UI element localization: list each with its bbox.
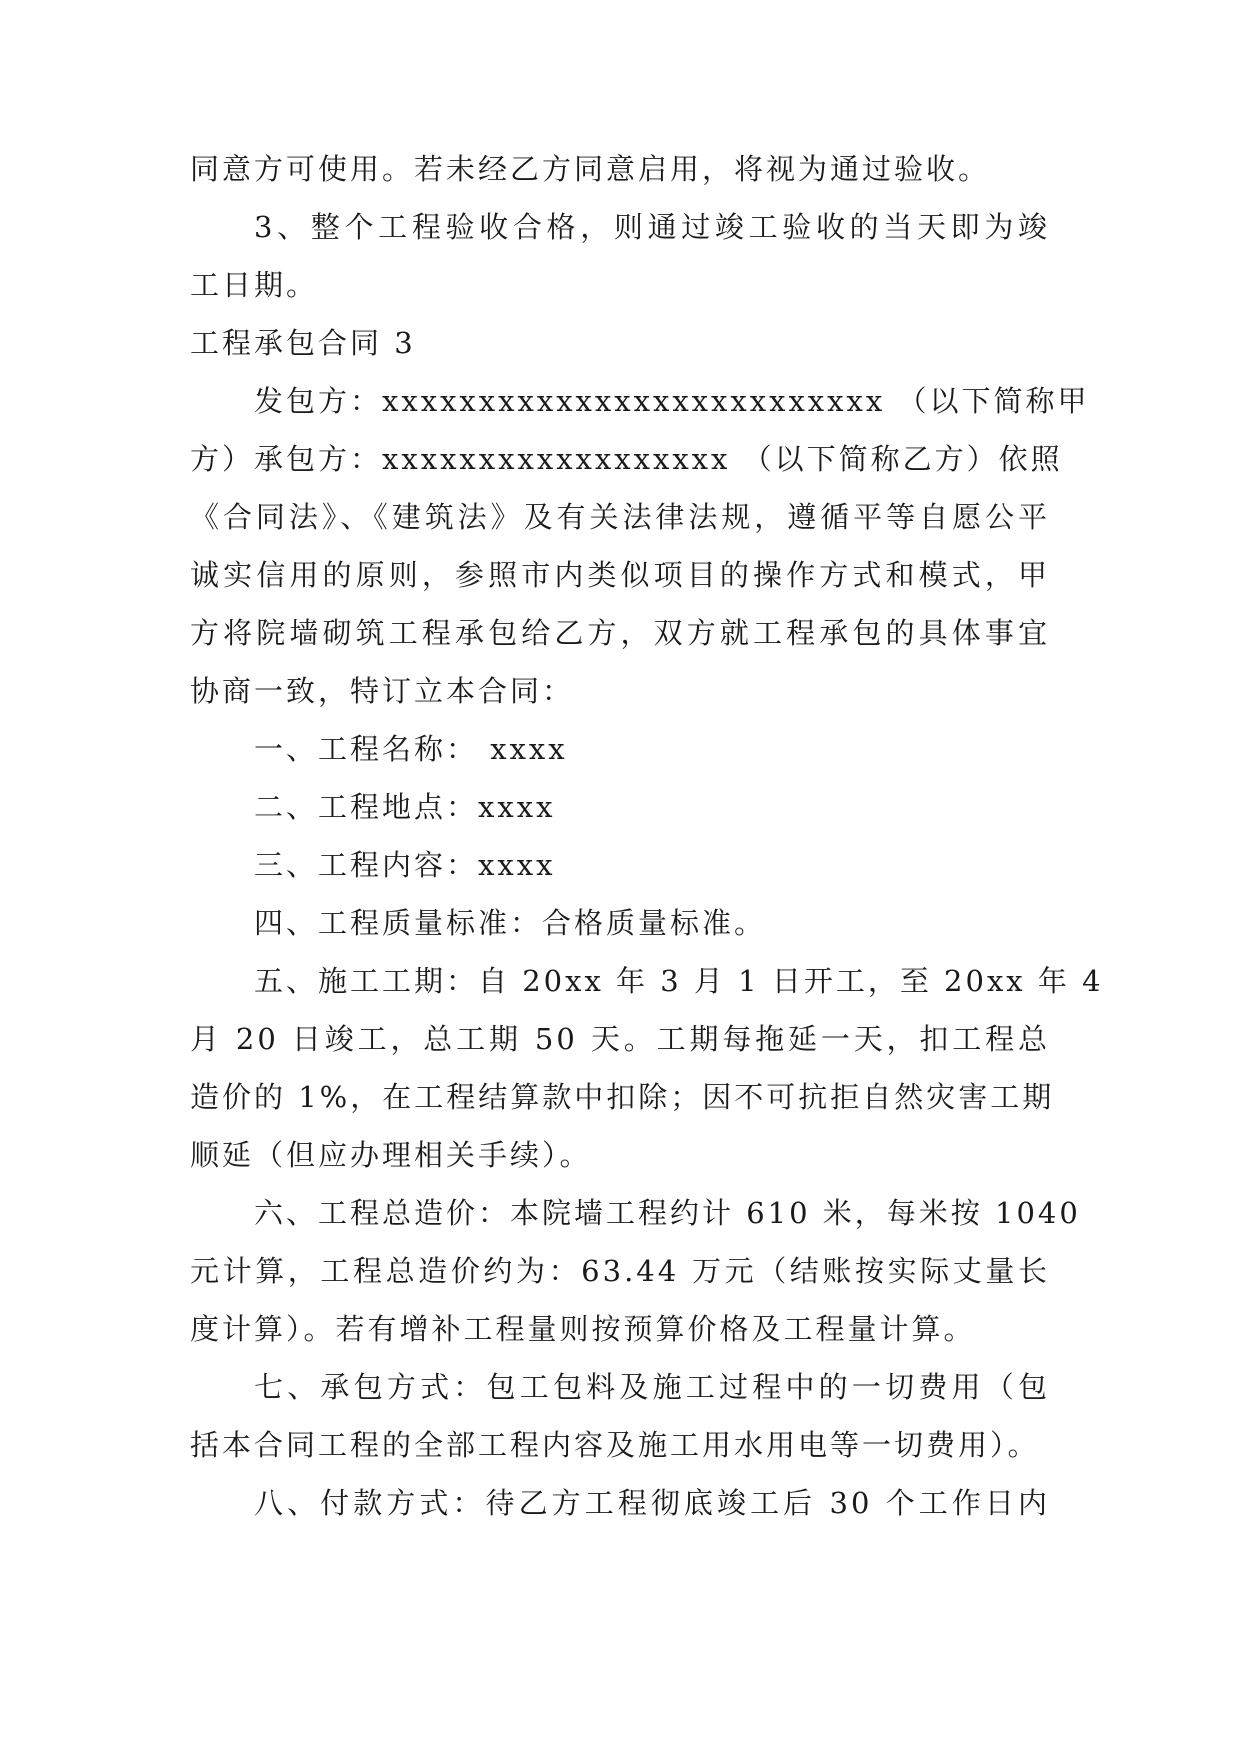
paragraph-line: 同意方可使用。若未经乙方同意启用，将视为通过验收。: [190, 152, 991, 186]
paragraph-line: 顺延（但应办理相关手续）。: [190, 1138, 592, 1172]
paragraph-line: 《合同法》、《建筑法》及有关法律法规，遵循平等自愿公平: [190, 500, 1050, 534]
list-item: 一、工程名称： xxxx: [254, 732, 568, 766]
paragraph-line: 诚实信用的原则，参照市内类似项目的操作方式和模式，甲: [190, 558, 1050, 592]
list-item: 八、付款方式：待乙方工程彻底竣工后 30 个工作日内: [254, 1486, 1050, 1520]
list-item: 三、工程内容：xxxx: [254, 848, 556, 882]
paragraph-line: 方将院墙砌筑工程承包给乙方，双方就工程承包的具体事宜: [190, 616, 1050, 650]
list-item: 二、工程地点：xxxx: [254, 790, 556, 824]
paragraph-line: 元计算，工程总造价约为：63.44 万元（结账按实际丈量长: [190, 1254, 1050, 1288]
paragraph-line: 发包方：xxxxxxxxxxxxxxxxxxxxxxxxxx （以下简称甲: [254, 384, 1090, 418]
paragraph-line: 工日期。: [190, 268, 319, 302]
paragraph-line: 造价的 1%，在工程结算款中扣除；因不可抗拒自然灾害工期: [190, 1080, 1055, 1114]
list-item: 四、工程质量标准：合格质量标准。: [254, 906, 767, 940]
section-heading: 工程承包合同 3: [190, 326, 416, 360]
document-page: [190, 140, 1104, 1532]
paragraph-line: 括本合同工程的全部工程内容及施工用水用电等一切费用）。: [190, 1428, 1040, 1462]
list-item: 六、工程总造价：本院墙工程约计 610 米，每米按 1040: [254, 1196, 1081, 1230]
paragraph-line: 3、整个工程验收合格，则通过竣工验收的当天即为竣: [254, 210, 1050, 244]
paragraph-line: 月 20 日竣工，总工期 50 天。工期每拖延一天，扣工程总: [190, 1022, 1050, 1056]
paragraph-line: 方）承包方：xxxxxxxxxxxxxxxxxx （以下简称乙方）依照: [190, 442, 1063, 476]
paragraph-line: 度计算）。若有增补工程量则按预算价格及工程量计算。: [190, 1312, 976, 1346]
list-item: 五、施工工期：自 20xx 年 3 月 1 日开工，至 20xx 年 4: [254, 964, 1104, 998]
list-item: 七、承包方式：包工包料及施工过程中的一切费用（包: [254, 1370, 1050, 1404]
paragraph-line: 协商一致，特订立本合同：: [190, 674, 575, 708]
